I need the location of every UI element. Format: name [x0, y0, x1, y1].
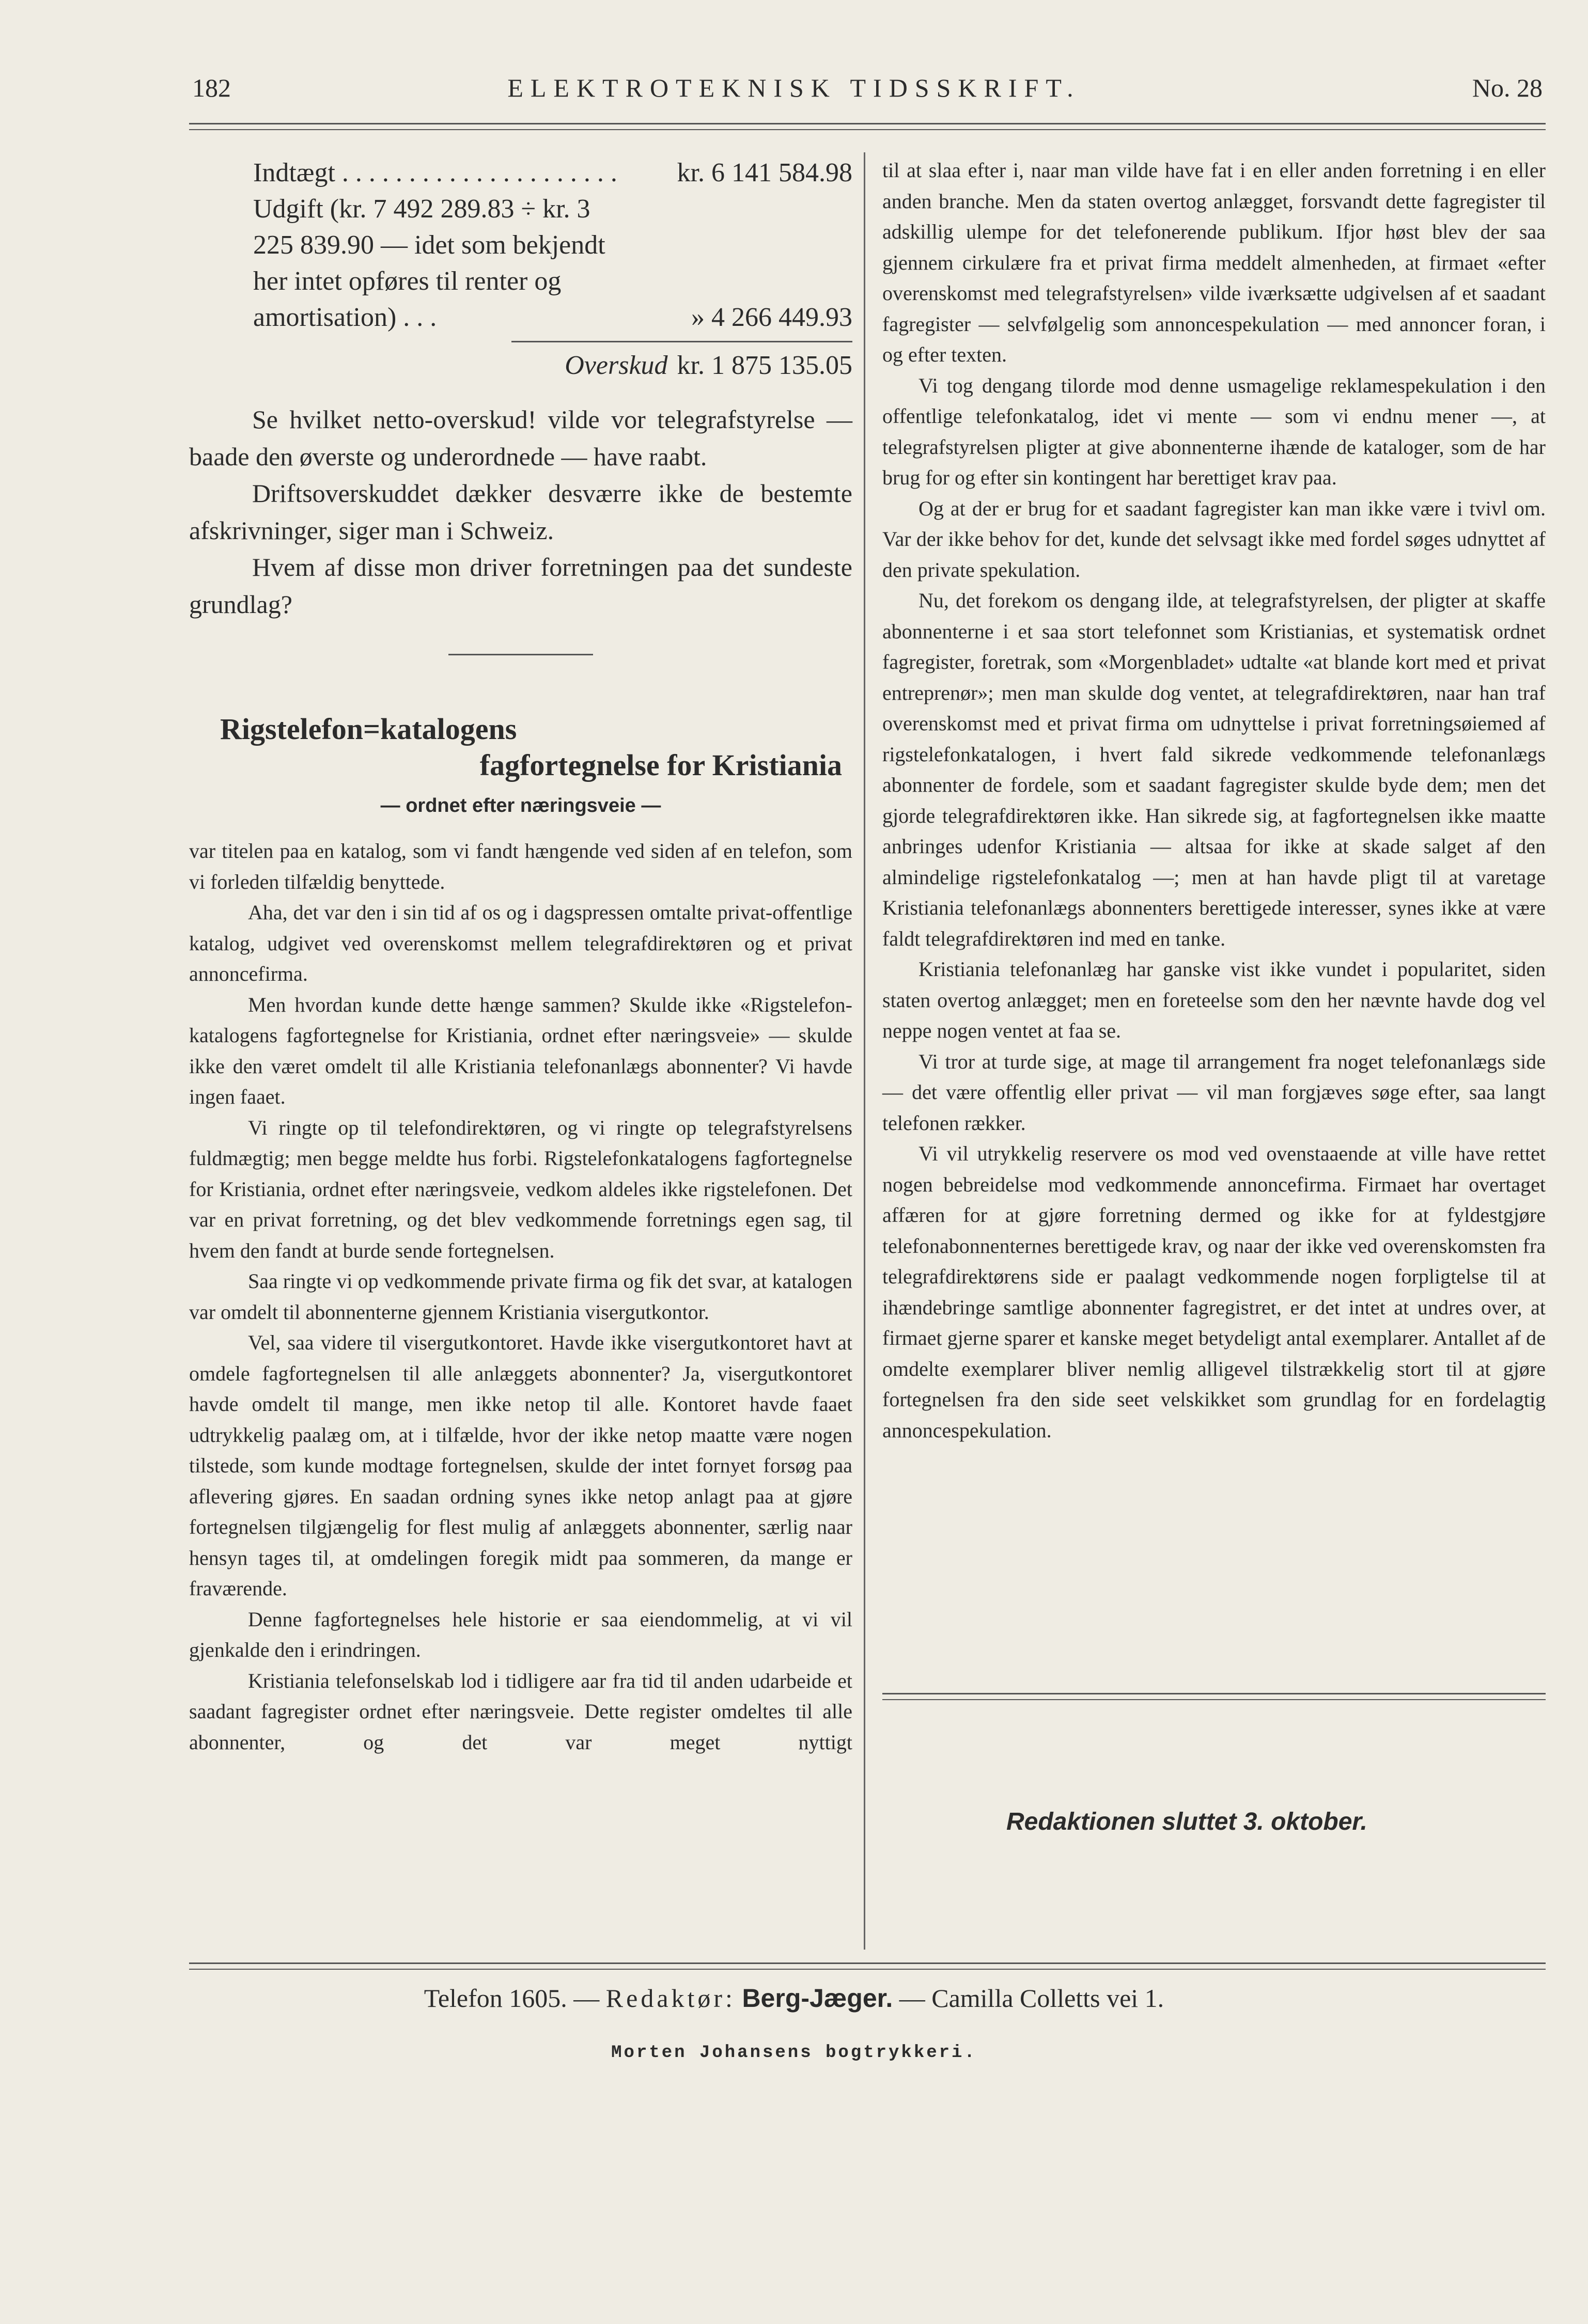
- right-column: [882, 155, 1546, 1446]
- finance-amount: kr. 6 141 584.98: [677, 158, 852, 187]
- footer-dash: —: [899, 1984, 925, 2013]
- footer-rule-top: [189, 1962, 1546, 1964]
- intro-text: [189, 401, 852, 623]
- paragraph: Aha, det var den i sin tid af os og i dagspressen omtalte privat-offentlige katalog, udgivet ved overenskomst mellem telegrafdirektøren og et privat annoncefirma.: [189, 901, 852, 985]
- paragraph: Vi tror at turde sige, at mage til arrangement fra noget telefonanlægs side — det være offentlig eller privat — vil man forgjæves søge efter, saa langt telefonen rækker.: [882, 1049, 1546, 1135]
- paragraph: til at slaa efter i, naar man vilde have fat i en eller anden forretning i en eller anden branche. Men da staten overtog anlægget, forsvandt dette fagregister til adskillig ulempe for det telefonerende publikum. Ifjor høst blev der saa gjennem cirkulære fra et privat firma meddelt almenheden, at firmaet «efter overenskomst med telegrafstyrelsen» vilde iværksætte udgivelsen af et saadant fagregister — selvfølgelig som annoncespekulation — med annoncer foran, i og efter texten.: [882, 159, 1546, 366]
- paragraph: Saa ringte vi op vedkommende private firma og fik det svar, at katalogen var omdelt til abonnenterne gjennem Kristiania visergutkontor.: [189, 1269, 852, 1324]
- paragraph: Hvem af disse mon driver forretningen paa det sundeste grundlag?: [189, 553, 852, 619]
- finance-desc: Udgift (kr. 7 492 289.83 ÷ kr. 3 225 839.90 — idet som bekjendt her intet opføres til renter og amortisation) . . .: [253, 194, 605, 332]
- footer-line: [0, 1983, 1588, 2013]
- article-left-body: [189, 836, 852, 1757]
- right-end-rule-top: [882, 1693, 1546, 1694]
- paragraph: Driftsoverskuddet dækker desværre ikke de bestemte afskrivninger, siger man i Schweiz.: [189, 479, 852, 545]
- footer-rule-bottom: [189, 1969, 1546, 1970]
- footer-editor-name: Berg-Jæger.: [742, 1984, 893, 2013]
- paragraph: Vi vil utrykkelig reservere os mod ved ovenstaaende at ville have rettet nogen bebreidelse mod vedkommende annoncefirma. Firmaet har overtaget affæren for at gjøre forretning dermed og ikke for at fyldestgjøre telefonabonnenternes berettigede krav, og naar der ikke ved overenskomsten fra telegrafdirektørens side er paalagt vedkommende nogen forpligtelse til at ihændebringe samtlige abonnenter fagregistret, er det intet at undres over, at firmaet gjerne sparer et kanske meget betydeligt antal exemplarer. Antallet af de omdelte exemplarer bliver nemlig alligevel tilstrækkelig stort til at gjøre fortegnelsen fra den side seet velskikket som grundlag for en fordelagtig annoncespekulation.: [882, 1142, 1546, 1442]
- paragraph: Vel, saa videre til visergutkontoret. Havde ikke visergutkontoret havt at omdele fagfortegnelsen til alle anlæggets abonnenter? Ja, visergutkontoret havde omdelt til mange, men ikke netop til alle. Kontoret havde faaet udtrykkelig paalæg om, at i tilfælde, hvor der ikke netop maatte være nogen tilstede, som kunde modtage fortegnelsen, skulde der intet fornyet forsøg paa aflevering gjøres. En saadan ordning synes ikke netop anlagt paa at gjøre fortegnelsen tilgjængelig for flest mulig af anlæggets abonnenter, særlig naar hensyn tages til, at omdelingen foregik midt paa sommeren, da mange er fraværende.: [189, 1331, 852, 1600]
- header-rule-top: [189, 123, 1546, 124]
- paragraph: Denne fagfortegnelses hele historie er saa eiendommelig, at vi vil gjenkalde den i erindringen.: [189, 1607, 852, 1661]
- column-divider: [864, 152, 865, 1950]
- paragraph: Men hvordan kunde dette hænge sammen? Skulde ikke «Rigstelefon-katalogens fagfortegnelse for Kristiania, ordnet efter næringsveie» — skulde ikke den været omdelt til alle Kristiania telefonanlægs abonnenter? Vi havde ingen faaet.: [189, 993, 852, 1108]
- finance-row-surplus: [253, 348, 852, 384]
- paragraph: var titelen paa en katalog, som vi fandt hængende ved siden af en telefon, som vi forleden tilfældig benyttede.: [189, 839, 852, 893]
- paragraph: Og at der er brug for et saadant fagregister kan man ikke være i tvivl om. Var der ikke behov for det, kunde det selvsagt ikke med fordel søges udnyttet af den private spekulation.: [882, 496, 1546, 582]
- left-column: [189, 155, 852, 1757]
- surplus-label: Overskud: [565, 351, 668, 380]
- printer-imprint: Morten Johansens bogtrykkeri.: [611, 2043, 977, 2063]
- article-subtitle: — ordnet efter næringsveie —: [380, 795, 661, 816]
- footer-phone: Telefon 1605.: [424, 1984, 567, 2013]
- surplus-amount: kr. 1 875 135.05: [677, 351, 852, 380]
- finance-desc: Indtægt . . . . . . . . . . . . . . . . . . . . .: [253, 158, 617, 187]
- page-number: 182: [192, 73, 231, 102]
- paragraph: Vi ringte op til telefondirektøren, og vi ringte op telegrafstyrelsens fuldmægtig; men begge meldte hus forbi. Rigstelefonkatalogens fagfortegnelse for Kristiania, ordnet efter næringsveie, vedkom aldeles ikke rigstelefonen. Det var en privat forretning, og det blev vedkommende forretnings egen sag, til hvem den fandt at burde sende fortegnelsen.: [189, 1116, 852, 1262]
- header-rule-bottom: [189, 129, 1546, 130]
- finance-amount: » 4 266 449.93: [691, 303, 852, 332]
- finance-row-income: [253, 155, 852, 191]
- section-divider: [448, 654, 593, 655]
- article-title-line1: Rigstelefon=katalogens: [220, 712, 517, 746]
- right-end-rule-bottom: [882, 1699, 1546, 1700]
- finance-row-expense: [253, 191, 852, 336]
- paragraph: Se hvilket netto-overskud! vilde vor telegrafstyrelse — baade den øverste og underordnede — have raabt.: [189, 405, 852, 471]
- article-title-line2: fagfortegnelse for Kristiania: [479, 748, 842, 782]
- paragraph: Vi tog dengang tilorde mod denne usmagelige reklamespekulation i den offentlige telefonkatalog, idet vi mente — som vi endnu mener —, at telegrafstyrelsen pligter at give abonnenterne ihænde de kataloger, som de har brug for og efter sin kontingent har berettiget krav paa.: [882, 373, 1546, 489]
- paragraph: Kristiania telefonanlæg har ganske vist ikke vundet i popularitet, siden staten overtog anlægget; men en foreteelse som den her nævnte havde dog vel neppe nogen ventet at faa se.: [882, 957, 1546, 1042]
- finance-table: [189, 155, 852, 384]
- journal-title: ELEKTROTEKNISK TIDSSKRIFT.: [507, 73, 1081, 102]
- editorial-closing-note: Redaktionen sluttet 3. oktober.: [1006, 1808, 1367, 1835]
- footer-dash: —: [573, 1984, 600, 2013]
- paragraph: Nu, det forekom os dengang ilde, at telegrafstyrelsen, der pligter at skaffe abonnenterne i et saa stort telefonnet som Kristianias, et systematisk ordnet fagregister, foretrak, som «Morgenbladet» udtalte «at blande kort med et privat entreprenør»; men man skulde dog ventet, at telegrafdirektøren, naar han traf overenskomst med et privat firma om udnyttelse i privat forretningsøiemed af rigstelefonkatalogen, i hvert fald sikrede vedkommende telefonanlægs abonnenter de fordele, som et saadant fagregister skulde byde dem; men det gjorde telegrafdirektøren ikke. Han sikrede sig, at fagfortegnelsen ikke maatte anbringes udenfor Kristiania — altsaa for ikke at skade salget af den almindelige rigstelefonkatalog —; men at han havde pligt til at varetage Kristiania telefonanlægs abonnenters berettigede interesser, synes ikke at være faldt telegrafdirektøren ind med en tanke.: [882, 589, 1546, 950]
- paragraph: Kristiania telefonselskab lod i tidligere aar fra tid til anden udarbeide et saadant fagregister ordnet efter næringsveie. Dette register omdeltes til alle abonnenter, og det var meget nyttigt: [189, 1669, 852, 1754]
- finance-sum-rule: [511, 341, 852, 342]
- footer-address: Camilla Colletts vei 1.: [931, 1984, 1164, 2013]
- issue-number: No. 28: [1472, 73, 1543, 102]
- footer-editor-label: Redaktør:: [605, 1984, 736, 2013]
